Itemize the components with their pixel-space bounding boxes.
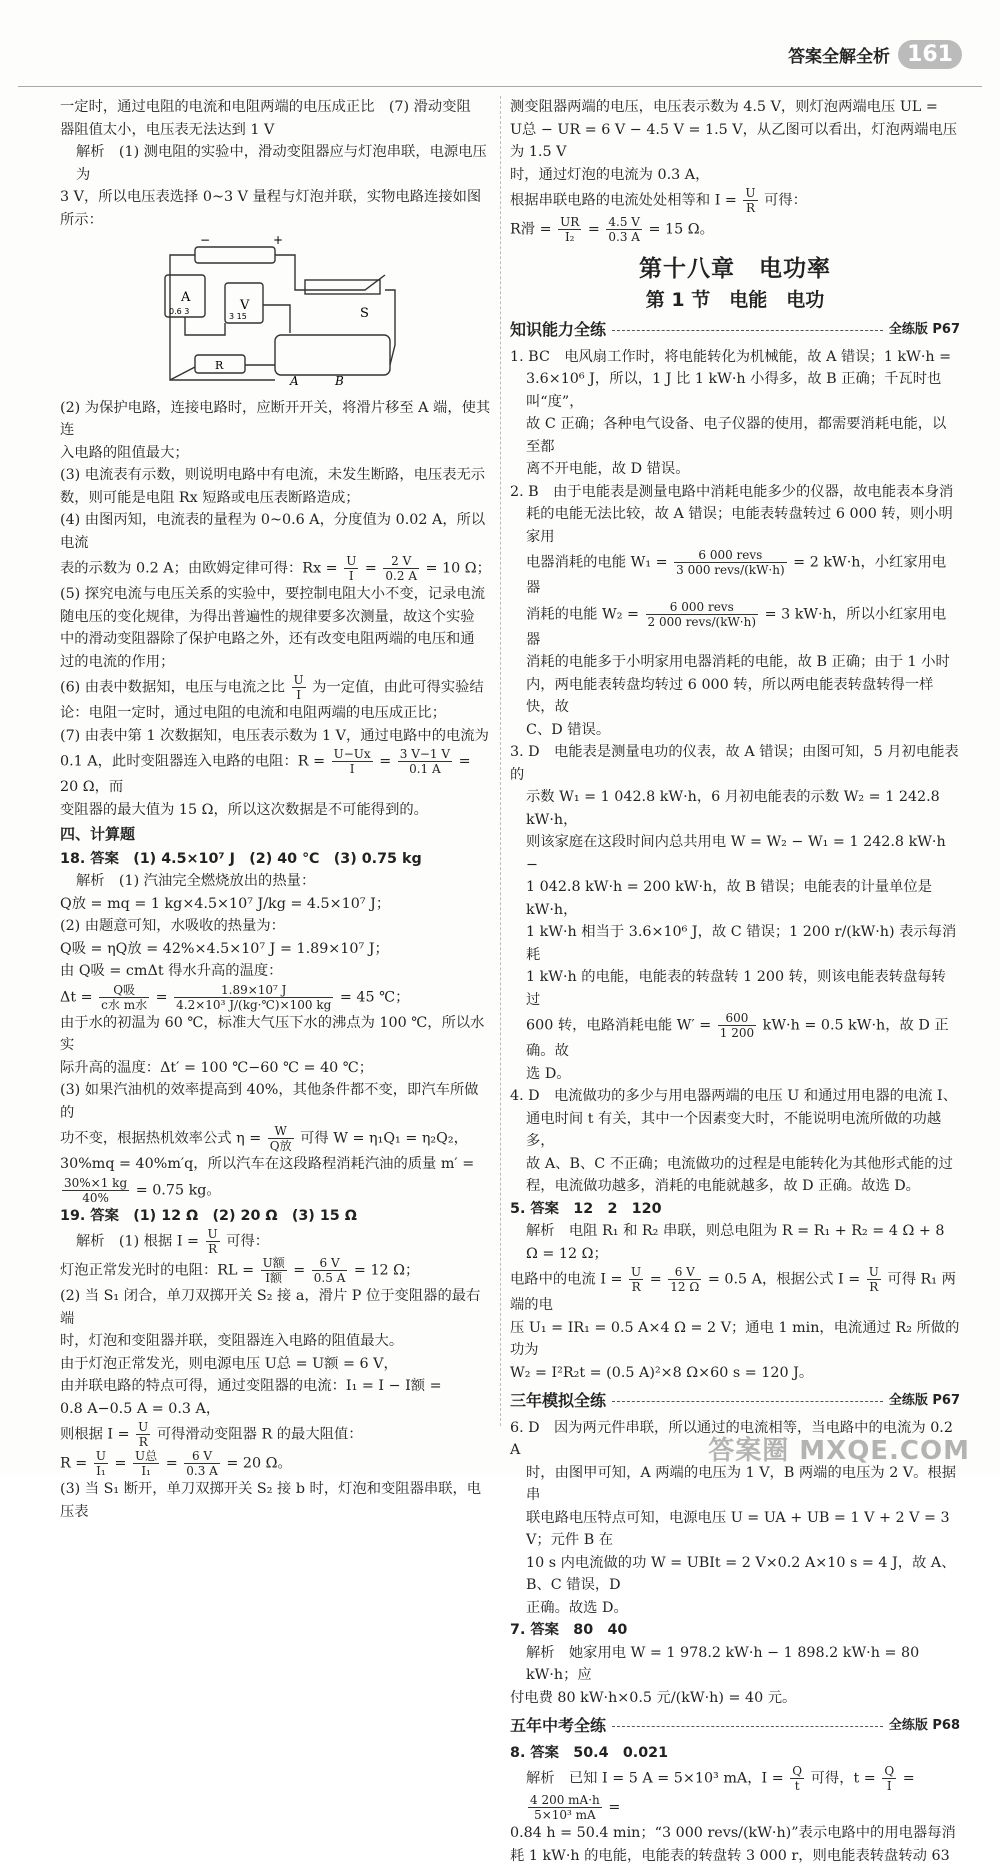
denominator: I <box>332 762 373 776</box>
fraction <box>882 1764 896 1793</box>
text-run: = <box>115 1456 127 1472</box>
text-run: 解析 (1) 根据 I = <box>76 1234 199 1250</box>
text-line: 时，灯泡和变阻器并联，变阻器连入电路的阻值最大。 <box>60 1330 492 1353</box>
denominator: 12 Ω <box>668 1280 701 1294</box>
text-run: = 20 Ω，而 <box>60 754 471 796</box>
text-run: = 45 ℃； <box>340 989 410 1005</box>
left-column <box>60 96 492 1523</box>
label-ammeter: A <box>180 290 191 305</box>
text-run: 解析 已知 I = 5 A = 5×10³ mA，I = <box>526 1771 784 1787</box>
numerator: 6 000 revs <box>646 600 759 615</box>
formula-line <box>60 1124 492 1153</box>
page-header <box>788 40 962 69</box>
text-line: (2) 由题意可知，水吸收的热量为： <box>60 915 492 938</box>
bar-page-ref: 全练版 P68 <box>883 1715 960 1738</box>
formula-line <box>510 1265 960 1317</box>
voltmeter-range: 3 15 <box>229 312 247 321</box>
text-line: 10 s 内电流做的功 W = UBIt = 2 V×0.2 A×10 s = 4 J，故 A、B、C 错误，D <box>510 1552 960 1597</box>
numerator: U <box>206 1227 220 1242</box>
denominator: I <box>344 569 358 583</box>
denominator: I <box>292 688 306 702</box>
denominator: 40% <box>62 1191 129 1205</box>
text-line: 时，通过灯泡的电流为 0.3 A， <box>510 164 960 187</box>
text-line: (7) 由表中第 1 次数据知，电压表示数为 1 V，通过电路中的电流为 <box>60 725 492 748</box>
analysis-line: 解析 她家用电 W = 1 978.2 kW·h − 1 898.2 kW·h = 80 kW·h；应 <box>510 1642 960 1687</box>
text-line: 论：电阻一定时，通过电阻的电流和电阻两端的电压成正比； <box>60 702 492 725</box>
formula-line <box>510 548 960 600</box>
denominator: 5×10³ mA <box>528 1808 602 1822</box>
numerator: U额 <box>261 1256 287 1271</box>
text-run: 可得 R₁ 两端的电 <box>510 1272 956 1314</box>
numerator: UR <box>558 215 581 230</box>
text-run: = <box>650 1272 662 1288</box>
bar-rule <box>612 1726 883 1727</box>
header-title: 答案全解全析 <box>788 42 890 67</box>
text-line: 3 V，所以电压表选择 0~3 V 量程与灯泡并联，实物电路连接如图 <box>60 186 492 209</box>
text-line: 1 kW·h 相当于 3.6×10⁶ J，故 C 错误；1 200 r/(kW·h) 表示每消耗 <box>510 921 960 966</box>
formula-line <box>60 1449 492 1478</box>
numerator: 6 V <box>668 1265 701 1280</box>
fraction <box>718 1011 756 1040</box>
text-line: 耗的电能无法比较，故 A 错误；电能表转盘转过 6 000 转，则小明家用 <box>510 503 960 548</box>
text-run: = 12 Ω； <box>354 1263 419 1279</box>
fraction <box>344 554 358 583</box>
denominator: I额 <box>261 1271 287 1285</box>
text-line: 通电时间 t 有关，其中一个因素变大时，不能说明电流所做的功越多， <box>510 1108 960 1153</box>
text-line: 内，两电能表转盘均转过 6 000 转，所以两电能表转盘转得一样快，故 <box>510 674 960 719</box>
text-run: 表的示数为 0.2 A；由欧姆定律可得：Rx = <box>60 561 338 577</box>
battery-minus: − <box>200 233 210 247</box>
text-run: 可得： <box>226 1234 269 1250</box>
text-line: 一定时，通过电阻的电流和电阻两端的电压成正比 (7) 滑动变阻 <box>60 96 492 119</box>
analysis-line: 解析 电阻 R₁ 和 R₂ 串联，则总电阻为 R = R₁ + R₂ = 4 Ω + 8 Ω = 12 Ω； <box>510 1220 960 1265</box>
bar-title: 三年模拟全练 <box>510 1390 612 1413</box>
denominator: c水 m水 <box>99 998 149 1012</box>
label-terminal-b: B <box>334 374 344 388</box>
formula-line <box>510 215 960 244</box>
fraction <box>629 1265 643 1294</box>
fraction <box>62 1176 129 1205</box>
formula-line <box>60 673 492 702</box>
analysis-line: 解析 (1) 汽油完全燃烧放出的热量： <box>60 870 492 893</box>
answer-line: 6. D 因为两元件串联，所以通过的电流相等，当电路中的电流为 0.2 A <box>510 1417 960 1462</box>
denominator: Q放 <box>268 1139 294 1153</box>
denominator: 0.2 A <box>383 569 419 583</box>
text-line: 器阻值太小，电压表无法达到 1 V <box>60 119 492 142</box>
text-line: 故 A、B、C 不正确；电流做功的过程是电能转化为其他形式能的过 <box>510 1153 960 1176</box>
label-switch: S <box>360 306 369 321</box>
text-line: Q吸 = ηQ放 = 42%×4.5×10⁷ J = 1.89×10⁷ J； <box>60 938 492 961</box>
text-line: 际升高的温度：Δt′ = 100 ℃−60 ℃ = 40 ℃； <box>60 1057 492 1080</box>
circuit-diagram <box>155 235 420 385</box>
numerator: Q吸 <box>99 983 149 998</box>
header-rule <box>18 86 982 87</box>
text-run: 0.1 A，此时变阻器连入电路的电阻：R = <box>60 754 325 770</box>
formula-line <box>60 554 492 583</box>
page-number: 161 <box>898 40 962 69</box>
bar-rule <box>612 1401 883 1402</box>
bar-title: 五年中考全练 <box>510 1715 612 1738</box>
text-line: 联电路电压特点可知，电源电压 U = UA + UB = 1 V + 2 V = 3 V；元件 B 在 <box>510 1507 960 1552</box>
label-voltmeter: V <box>239 298 250 313</box>
text-run: (6) 由表中数据知，电压与电流之比 <box>60 680 285 696</box>
denominator: 0.5 A <box>312 1271 348 1285</box>
fraction <box>867 1265 881 1294</box>
text-line: 0.84 h = 50.4 min；“3 000 revs/(kW·h)”表示电路中的用电器每消 <box>510 1822 960 1845</box>
numerator: U <box>94 1449 108 1464</box>
practice-bar <box>510 319 960 342</box>
numerator: 600 <box>718 1011 756 1026</box>
denominator: R <box>743 201 757 215</box>
numerator: U <box>344 554 358 569</box>
text-run: kW·h = 0.5 kW·h，故 D 正确。故 <box>526 1018 949 1060</box>
denominator: R <box>136 1435 150 1449</box>
text-line: 离不开电能，故 D 错误。 <box>510 458 960 481</box>
text-line: C、D 错误。 <box>510 719 960 742</box>
text-line: 故 C 正确；各种电气设备、电子仪器的使用，都需要消耗电能，以至都 <box>510 413 960 458</box>
text-line: 0.8 A−0.5 A = 0.3 A， <box>60 1398 492 1421</box>
battery-plus: + <box>273 233 283 247</box>
text-run: = <box>588 222 600 238</box>
text-line: 耗 1 kW·h 的电能，电能表的转盘转 3 000 r，则电能表转盘转动 63 <box>510 1845 960 1867</box>
numerator: U <box>743 186 757 201</box>
section-heading: 四、计算题 <box>60 823 492 846</box>
numerator: 6 000 revs <box>674 548 787 563</box>
text-run: = <box>293 1263 305 1279</box>
fraction <box>292 673 306 702</box>
text-run: = <box>379 754 391 770</box>
text-run: 电器消耗的电能 W₁ = <box>526 555 668 571</box>
practice-bar <box>510 1390 960 1413</box>
text-line: W₂ = I²R₂t = (0.5 A)²×8 Ω×60 s = 120 J。 <box>510 1362 960 1385</box>
text-line: 示数 W₁ = 1 042.8 kW·h，6 月初电能表的示数 W₂ = 1 242.8 kW·h， <box>510 786 960 831</box>
formula-line <box>510 1011 960 1063</box>
text-run: R滑 = <box>510 222 552 238</box>
fraction <box>674 548 787 577</box>
text-run: = <box>166 1456 178 1472</box>
fraction <box>558 215 581 244</box>
text-run: = <box>903 1771 915 1787</box>
numerator: U−Ux <box>332 747 373 762</box>
formula-line <box>60 1227 492 1256</box>
numerator: 3 V−1 V <box>398 747 452 762</box>
numerator: Q <box>790 1764 804 1779</box>
numerator: U <box>136 1420 150 1435</box>
denominator: I <box>882 1779 896 1793</box>
text-run: = 3 kW·h，所以小红家用电器 <box>526 606 946 648</box>
denominator: 0.3 A <box>184 1464 220 1478</box>
fraction <box>606 215 642 244</box>
text-line: 入电路的阻值最大； <box>60 442 492 465</box>
text-run: 可得 W = η₁Q₁ = η₂Q₂， <box>300 1131 468 1147</box>
text-line: 1 kW·h 的电能，电能表的转盘转 1 200 转，则该电能表转盘每转过 <box>510 966 960 1011</box>
text-line: 数，则可能是电阻 Rx 短路或电压表断路造成； <box>60 487 492 510</box>
formula-line <box>510 186 960 215</box>
denominator: R <box>629 1280 643 1294</box>
numerator: 1.89×10⁷ J <box>174 983 333 998</box>
text-line: 压 U₁ = IR₁ = 0.5 A×4 Ω = 2 V；通电 1 min，电流通过 R₂ 所做的功为 <box>510 1317 960 1362</box>
answer-line: 8. 答案 50.4 0.021 <box>510 1742 960 1765</box>
numerator: U <box>867 1265 881 1280</box>
text-line: Q放 = mq = 1 kg×4.5×10⁷ J/kg = 4.5×10⁷ J； <box>60 893 492 916</box>
answer-line: 5. 答案 12 2 120 <box>510 1198 960 1221</box>
fraction <box>646 600 759 629</box>
text-line: (4) 由图丙知，电流表的量程为 0~0.6 A，分度值为 0.02 A，所以电流 <box>60 509 492 554</box>
numerator: 4 200 mA·h <box>528 1793 602 1808</box>
chapter-title: 第十八章 电功率 <box>510 258 960 281</box>
text-line: 1 042.8 kW·h = 200 kW·h，故 B 错误；电能表的计量单位是 kW·h， <box>510 876 960 921</box>
formula-line <box>60 747 492 799</box>
text-line: 正确。故选 D。 <box>510 1597 960 1620</box>
text-run: = <box>608 1800 620 1816</box>
formula-line <box>60 983 492 1012</box>
text-run: = 0.5 A，根据公式 I = <box>708 1272 860 1288</box>
text-run: = 20 Ω。 <box>226 1456 291 1472</box>
text-run: 600 转，电路消耗电能 W′ = <box>526 1018 711 1034</box>
text-line: (3) 如果汽油机的效率提高到 40%，其他条件都不变，即汽车所做的 <box>60 1079 492 1124</box>
denominator: I₁ <box>133 1464 159 1478</box>
text-run: R = <box>60 1456 87 1472</box>
denominator: I₁ <box>94 1464 108 1478</box>
text-run: 功不变，根据热机效率公式 η = <box>60 1131 261 1147</box>
fraction <box>261 1256 287 1285</box>
formula-line <box>60 1420 492 1449</box>
fraction <box>668 1265 701 1294</box>
answer-line: 3. D 电能表是测量电功的仪表，故 A 错误；由图可知，5 月初电能表的 <box>510 741 960 786</box>
label-terminal-a: A <box>289 374 299 388</box>
analysis-line: 解析 (1) 测电阻的实验中，滑动变阻器应与灯泡串联，电源电压为 <box>60 141 492 186</box>
answer-line: 4. D 电流做功的多少与用电器两端的电压 U 和通过用电器的电流 I、 <box>510 1085 960 1108</box>
fraction <box>743 186 757 215</box>
text-line: 程，电流做功越多，消耗的电能就越多，故 D 正确。故选 D。 <box>510 1175 960 1198</box>
text-run: = 15 Ω。 <box>649 222 714 238</box>
answer-line: 7. 答案 80 40 <box>510 1619 960 1642</box>
fraction <box>790 1764 804 1793</box>
text-line: U总 − UR = 6 V − 4.5 V = 1.5 V，从乙图可以看出，灯泡两端电压为 1.5 V <box>510 119 960 164</box>
answer-line: 19. 答案 (1) 12 Ω (2) 20 Ω (3) 15 Ω <box>60 1205 492 1228</box>
numerator: 6 V <box>184 1449 220 1464</box>
answer-line: 1. BC 电风扇工作时，将电能转化为机械能，故 A 错误；1 kW·h = <box>510 346 960 369</box>
fraction <box>268 1124 294 1153</box>
formula-line <box>510 1764 960 1822</box>
denominator: 0.3 A <box>606 230 642 244</box>
numerator: 6 V <box>312 1256 348 1271</box>
text-line: 由于灯泡正常发光，则电源电压 U总 = U额 = 6 V， <box>60 1353 492 1376</box>
watermark: 答案圈 MXQE.COM <box>708 1430 970 1467</box>
bar-title: 知识能力全练 <box>510 319 612 342</box>
fraction <box>136 1420 150 1449</box>
text-line: 随电压的变化规律，为得出普遍性的规律要多次测量，故这个实验 <box>60 606 492 629</box>
text-line: 3.6×10⁶ J，所以，1 J 比 1 kW·h 小得多，故 B 正确；千瓦时也叫“度”， <box>510 368 960 413</box>
formula-line <box>60 1256 492 1285</box>
text-line: 测变阻器两端的电压，电压表示数为 4.5 V，则灯泡两端电压 UL = <box>510 96 960 119</box>
fraction <box>206 1227 220 1256</box>
text-line: 消耗的电能多于小明家用电器消耗的电能，故 B 正确；由于 1 小时 <box>510 651 960 674</box>
label-resistor: R <box>215 359 224 372</box>
numerator: 30%×1 kg <box>62 1176 129 1191</box>
answer-line: 18. 答案 (1) 4.5×10⁷ J (2) 40 ℃ (3) 0.75 kg <box>60 848 492 871</box>
fraction <box>174 983 333 1012</box>
formula-line <box>60 1176 492 1205</box>
text-run: Δt = <box>60 989 93 1005</box>
text-run: 则根据 I = <box>60 1427 130 1443</box>
text-line: 中的滑动变阻器除了保护电路之外，还有改变电阻两端的电压和通 <box>60 628 492 651</box>
text-run: 电路中的电流 I = <box>510 1272 623 1288</box>
column-separator <box>500 96 501 1426</box>
numerator: U总 <box>133 1449 159 1464</box>
text-line: (3) 当 S₁ 断开，单刀双掷开关 S₂ 接 b 时，灯泡和变阻器串联，电压表 <box>60 1478 492 1523</box>
right-column <box>510 96 960 1867</box>
text-run: = <box>156 989 168 1005</box>
text-line: 变阻器的最大值为 15 Ω，所以这次数据是不可能得到的。 <box>60 799 492 822</box>
text-line: 所示： <box>60 209 492 232</box>
section-title: 第 1 节 电能 电功 <box>510 289 960 312</box>
text-run: 为一定值，由此可得实验结 <box>312 680 484 696</box>
fraction <box>398 747 452 776</box>
numerator: 4.5 V <box>606 215 642 230</box>
fraction <box>383 554 419 583</box>
text-run: 可得： <box>764 193 807 209</box>
text-run: = 0.75 kg。 <box>136 1182 221 1198</box>
denominator: t <box>790 1779 804 1793</box>
denominator: 0.1 A <box>398 762 452 776</box>
denominator: 4.2×10³ J/(kg·℃)×100 kg <box>174 998 333 1012</box>
bar-page-ref: 全练版 P67 <box>883 1390 960 1413</box>
bar-rule <box>612 330 883 331</box>
text-line: 则该家庭在这段时间内总共用电 W = W₂ − W₁ = 1 242.8 kW·h − <box>510 831 960 876</box>
fraction <box>99 983 149 1012</box>
text-line: 时，由图甲可知，A 两端的电压为 1 V，B 两端的电压为 2 V。根据串 <box>510 1462 960 1507</box>
fraction <box>332 747 373 776</box>
text-run: = 10 Ω； <box>426 561 491 577</box>
formula-line <box>510 600 960 652</box>
text-line: 30%mq = 40%m′q，所以汽车在这段路程消耗汽油的质量 m′ = <box>60 1153 492 1176</box>
numerator: U <box>629 1265 643 1280</box>
text-line: (2) 当 S₁ 闭合，单刀双掷开关 S₂ 接 a，滑片 P 位于变阻器的最右端 <box>60 1285 492 1330</box>
text-run: 消耗的电能 W₂ = <box>526 606 639 622</box>
text-run: 可得滑动变阻器 R 的最大阻值： <box>157 1427 363 1443</box>
denominator: 3 000 revs/(kW·h) <box>674 563 787 577</box>
fraction <box>133 1449 159 1478</box>
numerator: U <box>292 673 306 688</box>
text-line: (2) 为保护电路，连接电路时，应断开开关，将滑片移至 A 端，使其连 <box>60 397 492 442</box>
text-run: 可得，t = <box>811 1771 876 1787</box>
text-run: = 2 kW·h，小红家用电器 <box>526 555 946 597</box>
text-line: 过的电流的作用； <box>60 651 492 674</box>
numerator: W <box>268 1124 294 1139</box>
numerator: 2 V <box>383 554 419 569</box>
text-line: 由并联电路的特点可得，通过变阻器的电流：I₁ = I − I额 = <box>60 1375 492 1398</box>
text-line: 付电费 80 kW·h×0.5 元/(kW·h) = 40 元。 <box>510 1687 960 1710</box>
ammeter-range: 0.6 3 <box>169 307 189 316</box>
fraction <box>528 1793 602 1822</box>
denominator: R <box>867 1280 881 1294</box>
answer-line: 2. B 由于电能表是测量电路中消耗电能多少的仪器，故电能表本身消 <box>510 481 960 504</box>
text-run: = <box>365 561 377 577</box>
text-line: (3) 电流表有示数，则说明电路中有电流，未发生断路，电压表无示 <box>60 464 492 487</box>
denominator: 2 000 revs/(kW·h) <box>646 615 759 629</box>
text-line: (5) 探究电流与电压关系的实验中，要控制电阻大小不变，记录电流 <box>60 583 492 606</box>
text-line: 由 Q吸 = cmΔt 得水升高的温度： <box>60 960 492 983</box>
fraction <box>94 1449 108 1478</box>
text-run: 灯泡正常发光时的电阻：RL = <box>60 1263 254 1279</box>
text-run: 根据串联电路的电流处处相等和 I = <box>510 193 737 209</box>
denominator: R <box>206 1242 220 1256</box>
text-line: 选 D。 <box>510 1063 960 1086</box>
denominator: I₂ <box>558 230 581 244</box>
numerator: Q <box>882 1764 896 1779</box>
denominator: 1 200 <box>718 1026 756 1040</box>
practice-bar <box>510 1715 960 1738</box>
fraction <box>312 1256 348 1285</box>
fraction <box>184 1449 220 1478</box>
bar-page-ref: 全练版 P67 <box>883 319 960 342</box>
text-line: 由于水的初温为 60 ℃，标准大气压下水的沸点为 100 ℃，所以水实 <box>60 1012 492 1057</box>
